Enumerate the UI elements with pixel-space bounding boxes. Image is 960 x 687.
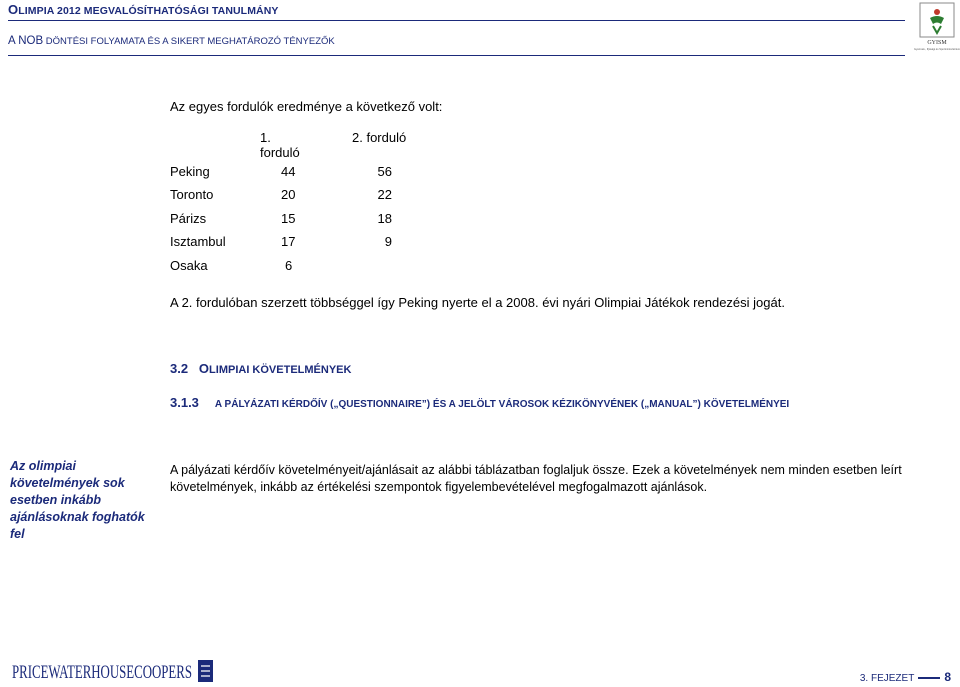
table-row: Párizs 15 18 [170,211,392,226]
margin-note: Az olimpiai követelmények sok esetben inkább ajánlásoknak foghatók fel [10,459,145,541]
table-row: Osaka 6 [170,258,293,273]
page-number: 8 [944,670,951,684]
svg-text:Gyermek-, Ifjúsági és Sportmin: Gyermek-, Ifjúsági és Sportminisztérium [914,48,960,51]
gyism-logo [914,2,960,52]
column-header-round2: 2. forduló [352,130,407,145]
subsection-heading: 3.1.3 A PÁLYÁZATI KÉRDŐÍV („QUESTIONNAIRE”) ÉS A JELÖLT VÁROSOK KÉZIKÖNYVÉNEK („MANUAL”) KÖVETELMÉNYEI [170,395,790,410]
document-title: OLIMPIA 2012 MEGVALÓSÍTHATÓSÁGI TANULMÁNY [8,2,279,17]
pricewaterhousecoopers-logo [12,656,217,686]
chapter-label: 3. FEJEZET [859,673,915,684]
table-header-row [170,130,470,160]
body-paragraph: A pályázati kérdőív követelményeit/ajánlásait az alábbi táblázatban foglaljuk össze. Ezek a követelmények nem minden esetben leírt követelmények, inkább az értékelési szempontok figyelembevételével megfogalmazott ajánlások. [170,463,902,494]
svg-text:PRICEWATERHOUSECOOPERS: PRICEWATERHOUSECOOPERS [12,662,192,683]
header-divider-top [8,20,905,21]
page-footer [860,670,951,684]
column-header-round1: 1. forduló [260,130,300,160]
table-row: Peking 44 56 [170,164,392,179]
conclusion-paragraph: A 2. fordulóban szerzett többséggel így Peking nyerte el a 2008. évi nyári Olimpiai Játékok rendezési jogát. [170,295,785,310]
table-row: Isztambul 17 9 [170,234,392,249]
section-heading: 3.2 OLIMPIAI KÖVETELMÉNYEK [170,361,352,376]
footer-dash [918,677,940,679]
intro-paragraph: Az egyes fordulók eredménye a következő volt: [170,99,443,114]
svg-text:GYISM: GYISM [927,40,947,46]
table-row: Toronto 20 22 [170,187,392,202]
document-subtitle: A NOB DÖNTÉSI FOLYAMATA ÉS A SIKERT MEGHATÁROZÓ TÉNYEZŐK [8,35,335,47]
header-divider-bottom [8,55,905,56]
